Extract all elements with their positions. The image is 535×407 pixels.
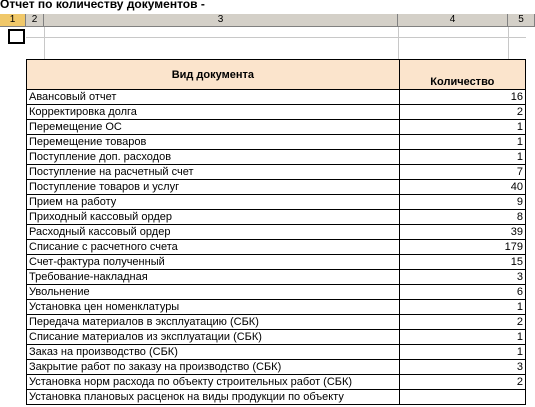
count-cell[interactable]: 15	[399, 255, 525, 270]
column-header-1[interactable]: 1	[0, 14, 26, 27]
table-row[interactable]	[27, 330, 526, 345]
document-type-cell[interactable]: Перемещение ОС	[27, 120, 400, 135]
document-type-cell[interactable]: Поступление доп. расходов	[27, 150, 400, 165]
count-cell[interactable]: 3	[399, 270, 525, 285]
window-title: Отчет по количеству документов -	[0, 0, 205, 11]
count-cell[interactable]: 1	[399, 300, 525, 315]
right-margin	[526, 59, 535, 407]
table-row[interactable]	[27, 270, 526, 285]
count-cell[interactable]: 8	[399, 210, 525, 225]
active-cell-cursor[interactable]	[8, 29, 25, 44]
document-type-cell[interactable]: Установка плановых расценок на виды продукции по объекту	[27, 390, 400, 405]
column-header-4[interactable]: 4	[398, 14, 508, 27]
column-header-3[interactable]: 3	[44, 14, 398, 27]
table-row[interactable]	[27, 165, 526, 180]
header-document-type: Вид документа	[27, 60, 400, 90]
document-type-cell[interactable]: Поступление на расчетный счет	[27, 165, 400, 180]
row-strip	[0, 27, 8, 407]
count-cell[interactable]: 3	[399, 360, 525, 375]
document-type-cell[interactable]: Требование-накладная	[27, 270, 400, 285]
count-cell[interactable]: 1	[399, 135, 525, 150]
count-cell[interactable]: 40	[399, 180, 525, 195]
table-row[interactable]	[27, 255, 526, 270]
count-cell[interactable]: 2	[399, 315, 525, 330]
report-header-row	[27, 60, 526, 90]
document-type-cell[interactable]: Увольнение	[27, 285, 400, 300]
table-row[interactable]	[27, 150, 526, 165]
count-cell[interactable]: 16	[399, 90, 525, 105]
count-cell[interactable]	[399, 390, 525, 405]
document-type-cell[interactable]: Закрытие работ по заказу на производство (СБК)	[27, 360, 400, 375]
table-row[interactable]	[27, 195, 526, 210]
table-row[interactable]	[27, 120, 526, 135]
grid-vline	[508, 27, 509, 59]
document-type-cell[interactable]: Передача материалов в эксплуатацию (СБК)	[27, 315, 400, 330]
count-cell[interactable]: 179	[399, 240, 525, 255]
document-type-cell[interactable]: Расходный кассовый ордер	[27, 225, 400, 240]
window-title-bar	[0, 0, 535, 14]
table-row[interactable]	[27, 135, 526, 150]
document-type-cell[interactable]: Счет-фактура полученный	[27, 255, 400, 270]
table-row[interactable]	[27, 180, 526, 195]
count-cell[interactable]: 7	[399, 165, 525, 180]
grid-line	[26, 37, 526, 38]
document-type-cell[interactable]: Прием на работу	[27, 195, 400, 210]
document-type-cell[interactable]: Приходный кассовый ордер	[27, 210, 400, 225]
grid-vline	[44, 27, 45, 59]
document-type-cell[interactable]: Авансовый отчет	[27, 90, 400, 105]
document-type-cell[interactable]: Установка цен номенклатуры	[27, 300, 400, 315]
table-row[interactable]	[27, 90, 526, 105]
grid-vline	[398, 27, 399, 59]
table-row[interactable]	[27, 105, 526, 120]
document-type-cell[interactable]: Списание с расчетного счета	[27, 240, 400, 255]
document-type-cell[interactable]: Установка норм расхода по объекту строительных работ (СБК)	[27, 375, 400, 390]
document-type-cell[interactable]: Списание материалов из эксплуатации (СБК)	[27, 330, 400, 345]
count-cell[interactable]: 2	[399, 105, 525, 120]
table-row[interactable]	[27, 315, 526, 330]
count-cell[interactable]: 6	[399, 285, 525, 300]
table-row[interactable]	[27, 300, 526, 315]
table-row[interactable]	[27, 375, 526, 390]
document-type-cell[interactable]: Перемещение товаров	[27, 135, 400, 150]
count-cell[interactable]: 1	[399, 150, 525, 165]
count-cell[interactable]: 2	[399, 375, 525, 390]
table-row[interactable]	[27, 225, 526, 240]
document-type-cell[interactable]: Поступление товаров и услуг	[27, 180, 400, 195]
table-row[interactable]	[27, 210, 526, 225]
count-cell[interactable]: 1	[399, 120, 525, 135]
count-cell[interactable]: 1	[399, 345, 525, 360]
count-cell[interactable]: 1	[399, 330, 525, 345]
table-row[interactable]	[27, 240, 526, 255]
table-row[interactable]	[27, 360, 526, 375]
count-cell[interactable]: 39	[399, 225, 525, 240]
table-row[interactable]	[27, 345, 526, 360]
column-header-2[interactable]: 2	[26, 14, 44, 27]
document-type-cell[interactable]: Заказ на производство (СБК)	[27, 345, 400, 360]
column-header-5[interactable]: 5	[508, 14, 535, 27]
document-type-cell[interactable]: Корректировка долга	[27, 105, 400, 120]
header-count: Количество	[399, 60, 525, 90]
count-cell[interactable]: 9	[399, 195, 525, 210]
report-table	[26, 59, 526, 405]
table-row[interactable]	[27, 390, 526, 405]
table-row[interactable]	[27, 285, 526, 300]
